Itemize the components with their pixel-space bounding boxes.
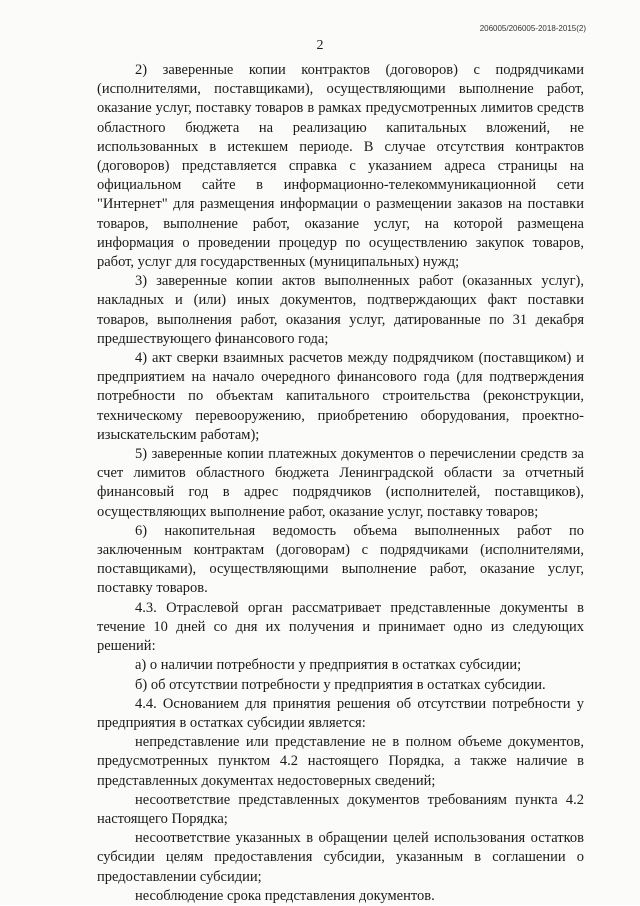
paragraph: 3) заверенные копии актов выполненных работ (оказанных услуг), накладных и (или) иных документов, подтверждающих факт поставки товаров, выполнения работ, оказания услуг, датированные по 31 декабря предшествующего финансового года; (97, 273, 584, 347)
page-number: 2 (316, 38, 324, 53)
paragraph: 4.3. Отраслевой орган рассматривает представленные документы в течение 10 дней со дня их получения и принимает одно из следующих решений: (97, 599, 584, 655)
paragraph: несоблюдение срока представления документов. (135, 887, 435, 904)
paragraph: 6) накопительная ведомость объема выполненных работ по заключенным контрактам (договорам) с подрядчиками (исполнителями, поставщиками), осуществляющими выполнение работ, оказание услуг, поставку товаров. (97, 522, 584, 597)
paragraph: 4.4. Основанием для принятия решения об отсутствии потребности у предприятия в остатках субсидии является: (97, 695, 584, 731)
paragraph: 2) заверенные копии контрактов (договоров) с подрядчиками (исполнителями, поставщиками), осуществляющими выполнение работ, оказание услуг, поставку товаров в рамках предусмотренных лимитов средств областного бюджета на реализацию капитальных вложений, не использованных в истекшем периоде. В случае отсутствия контрактов (договоров) представляется справка с указанием адреса страницы на официальном сайте в информационно-телекоммуникационной сети "Интернет" для размещения информации о размещении заказов на поставки товаров, выполнение работ, оказание услуг, на которой размещена информация о проведении процедур по осуществлению закупок товаров, работ, услуг для государственных (муниципальных) нужд; (97, 62, 584, 271)
paragraph: б) об отсутствии потребности у предприятия в остатках субсидии. (135, 676, 546, 693)
document-body (97, 61, 584, 906)
paragraph: 5) заверенные копии платежных документов о перечислении средств за счет лимитов областного бюджета Ленинградской области за отчетный финансовый год в адрес подрядчиков (исполнителей, поставщиков), осуществляющих выполнение работ, оказание услуг, поставку товаров; (97, 446, 584, 520)
paragraph: 4) акт сверки взаимных расчетов между подрядчиком (поставщиком) и предприятием на начало очередного финансового года (для подтверждения потребности по объектам капитального строительства (реконструкции, техническому перевооружению, приобретению оборудования, проектно-изыскательским работам); (97, 350, 584, 443)
document-id: 206005/206005-2018-2015(2) (479, 24, 586, 33)
paragraph: а) о наличии потребности у предприятия в остатках субсидии; (135, 657, 522, 674)
paragraph: несоответствие указанных в обращении целей использования остатков субсидии целям предоставления субсидии, указанным в соглашении о предоставлении субсидии; (97, 830, 584, 885)
paragraph: несоответствие представленных документов требованиям пункта 4.2 настоящего Порядка; (97, 791, 584, 827)
paragraph: непредставление или представление не в полном объеме документов, предусмотренных пунктом 4.2 настоящего Порядка, а также наличие в представленных документах недостоверных сведений; (97, 734, 584, 789)
